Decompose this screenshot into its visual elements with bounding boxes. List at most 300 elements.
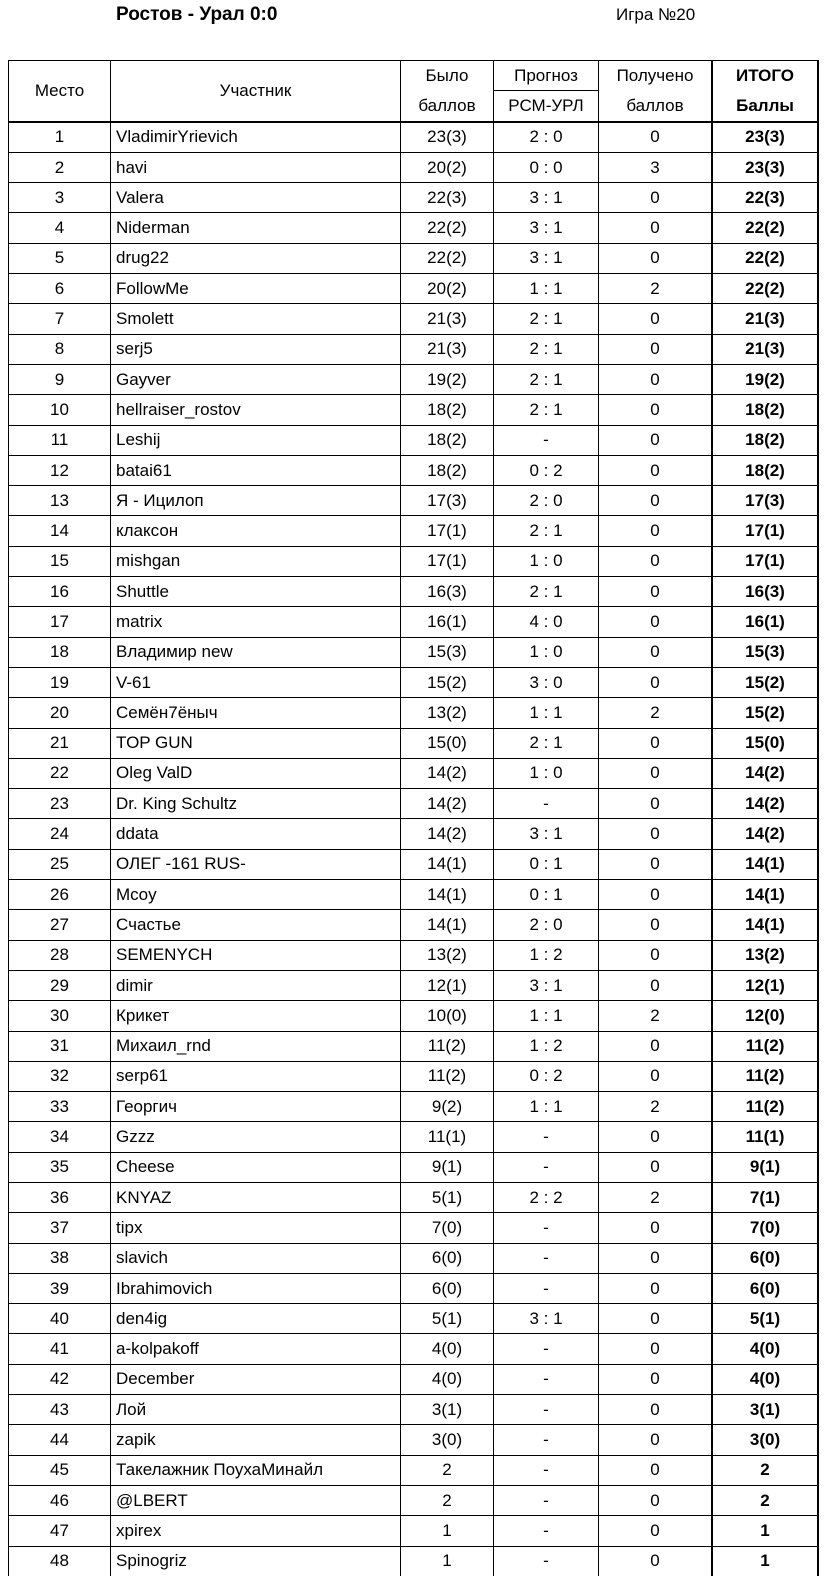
cell-participant: Семён7ёныч bbox=[111, 698, 401, 728]
cell-got-points: 0 bbox=[599, 607, 713, 637]
cell-was-points: 6(0) bbox=[401, 1243, 494, 1273]
cell-place: 29 bbox=[9, 970, 111, 1000]
cell-place: 22 bbox=[9, 758, 111, 788]
cell-total-points: 14(1) bbox=[712, 849, 818, 879]
cell-place: 11 bbox=[9, 425, 111, 455]
cell-prediction: 2 : 1 bbox=[494, 395, 599, 425]
cell-total-points: 18(2) bbox=[712, 395, 818, 425]
cell-prediction: 2 : 1 bbox=[494, 728, 599, 758]
cell-total-points: 23(3) bbox=[712, 152, 818, 182]
cell-got-points: 2 bbox=[599, 698, 713, 728]
cell-place: 30 bbox=[9, 1001, 111, 1031]
cell-participant: slavich bbox=[111, 1243, 401, 1273]
cell-was-points: 11(2) bbox=[401, 1061, 494, 1091]
cell-got-points: 0 bbox=[599, 819, 713, 849]
cell-was-points: 14(1) bbox=[401, 880, 494, 910]
cell-participant: ОЛЕГ -161 RUS- bbox=[111, 849, 401, 879]
cell-participant: Gayver bbox=[111, 364, 401, 394]
cell-participant: VladimirYrievich bbox=[111, 122, 401, 153]
table-row bbox=[9, 152, 819, 182]
cell-was-points: 5(1) bbox=[401, 1182, 494, 1212]
cell-place: 44 bbox=[9, 1425, 111, 1455]
table-row bbox=[9, 1395, 819, 1425]
cell-total-points: 15(2) bbox=[712, 698, 818, 728]
cell-prediction: - bbox=[494, 1213, 599, 1243]
cell-total-points: 14(1) bbox=[712, 880, 818, 910]
cell-place: 39 bbox=[9, 1273, 111, 1303]
cell-place: 27 bbox=[9, 910, 111, 940]
cell-prediction: 3 : 1 bbox=[494, 970, 599, 1000]
cell-total-points: 5(1) bbox=[712, 1304, 818, 1334]
cell-got-points: 0 bbox=[599, 1546, 713, 1576]
cell-got-points: 0 bbox=[599, 1152, 713, 1182]
cell-total-points: 22(2) bbox=[712, 213, 818, 243]
cell-was-points: 4(0) bbox=[401, 1334, 494, 1364]
table-row bbox=[9, 1243, 819, 1273]
cell-prediction: 3 : 1 bbox=[494, 213, 599, 243]
cell-total-points: 7(1) bbox=[712, 1182, 818, 1212]
cell-place: 33 bbox=[9, 1092, 111, 1122]
cell-participant: December bbox=[111, 1364, 401, 1394]
cell-participant: matrix bbox=[111, 607, 401, 637]
cell-got-points: 0 bbox=[599, 395, 713, 425]
cell-participant: Mcoy bbox=[111, 880, 401, 910]
cell-prediction: - bbox=[494, 1546, 599, 1576]
cell-participant: Leshij bbox=[111, 425, 401, 455]
cell-participant: Крикет bbox=[111, 1001, 401, 1031]
cell-got-points: 0 bbox=[599, 516, 713, 546]
cell-place: 13 bbox=[9, 486, 111, 516]
cell-prediction: 1 : 1 bbox=[494, 1001, 599, 1031]
cell-total-points: 11(2) bbox=[712, 1061, 818, 1091]
cell-place: 28 bbox=[9, 940, 111, 970]
cell-total-points: 1 bbox=[712, 1546, 818, 1576]
cell-got-points: 0 bbox=[599, 213, 713, 243]
table-row bbox=[9, 1092, 819, 1122]
cell-place: 41 bbox=[9, 1334, 111, 1364]
cell-place: 4 bbox=[9, 213, 111, 243]
cell-participant: xpirex bbox=[111, 1516, 401, 1546]
cell-participant: @LBERT bbox=[111, 1485, 401, 1515]
cell-got-points: 0 bbox=[599, 334, 713, 364]
cell-prediction: 3 : 1 bbox=[494, 243, 599, 273]
cell-got-points: 0 bbox=[599, 1273, 713, 1303]
table-row bbox=[9, 1516, 819, 1546]
cell-place: 32 bbox=[9, 1061, 111, 1091]
cell-participant: batai61 bbox=[111, 455, 401, 485]
cell-participant: Niderman bbox=[111, 213, 401, 243]
cell-was-points: 15(2) bbox=[401, 667, 494, 697]
cell-participant: Cheese bbox=[111, 1152, 401, 1182]
cell-total-points: 21(3) bbox=[712, 304, 818, 334]
cell-got-points: 0 bbox=[599, 970, 713, 1000]
cell-was-points: 10(0) bbox=[401, 1001, 494, 1031]
cell-got-points: 0 bbox=[599, 122, 713, 153]
cell-was-points: 16(3) bbox=[401, 577, 494, 607]
cell-total-points: 4(0) bbox=[712, 1334, 818, 1364]
table-row bbox=[9, 1213, 819, 1243]
cell-was-points: 17(3) bbox=[401, 486, 494, 516]
cell-was-points: 11(2) bbox=[401, 1031, 494, 1061]
cell-place: 31 bbox=[9, 1031, 111, 1061]
table-row bbox=[9, 395, 819, 425]
cell-was-points: 14(2) bbox=[401, 819, 494, 849]
table-row bbox=[9, 819, 819, 849]
cell-got-points: 0 bbox=[599, 849, 713, 879]
table-row bbox=[9, 667, 819, 697]
cell-participant: клаксон bbox=[111, 516, 401, 546]
cell-place: 1 bbox=[9, 122, 111, 153]
cell-total-points: 16(1) bbox=[712, 607, 818, 637]
cell-was-points: 9(2) bbox=[401, 1092, 494, 1122]
cell-place: 9 bbox=[9, 364, 111, 394]
table-row bbox=[9, 1485, 819, 1515]
cell-was-points: 14(2) bbox=[401, 758, 494, 788]
game-number: Игра №20 bbox=[616, 5, 696, 24]
cell-was-points: 15(3) bbox=[401, 637, 494, 667]
cell-participant: Dr. King Schultz bbox=[111, 789, 401, 819]
cell-place: 17 bbox=[9, 607, 111, 637]
cell-participant: Ibrahimovich bbox=[111, 1273, 401, 1303]
cell-was-points: 22(2) bbox=[401, 213, 494, 243]
cell-got-points: 0 bbox=[599, 455, 713, 485]
cell-participant: Valera bbox=[111, 183, 401, 213]
cell-was-points: 18(2) bbox=[401, 455, 494, 485]
cell-total-points: 6(0) bbox=[712, 1243, 818, 1273]
cell-participant: drug22 bbox=[111, 243, 401, 273]
cell-prediction: 4 : 0 bbox=[494, 607, 599, 637]
table-row bbox=[9, 577, 819, 607]
cell-got-points: 0 bbox=[599, 1304, 713, 1334]
table-row bbox=[9, 183, 819, 213]
cell-was-points: 1 bbox=[401, 1546, 494, 1576]
match-title: Ростов - Урал 0:0 bbox=[116, 4, 278, 25]
cell-was-points: 3(1) bbox=[401, 1395, 494, 1425]
cell-participant: Spinogriz bbox=[111, 1546, 401, 1576]
cell-got-points: 0 bbox=[599, 789, 713, 819]
cell-got-points: 0 bbox=[599, 1455, 713, 1485]
cell-prediction: 2 : 1 bbox=[494, 577, 599, 607]
col-header-participant: Участник bbox=[111, 61, 401, 122]
cell-was-points: 2 bbox=[401, 1455, 494, 1485]
table-row bbox=[9, 940, 819, 970]
cell-was-points: 12(1) bbox=[401, 970, 494, 1000]
cell-got-points: 0 bbox=[599, 1122, 713, 1152]
cell-total-points: 11(1) bbox=[712, 1122, 818, 1152]
cell-total-points: 21(3) bbox=[712, 334, 818, 364]
cell-participant: Smolett bbox=[111, 304, 401, 334]
table-row bbox=[9, 455, 819, 485]
cell-got-points: 2 bbox=[599, 274, 713, 304]
cell-prediction: 1 : 0 bbox=[494, 546, 599, 576]
col-header-prediction-bottom: РСМ-УРЛ bbox=[494, 91, 599, 122]
table-row bbox=[9, 880, 819, 910]
cell-got-points: 0 bbox=[599, 758, 713, 788]
cell-was-points: 14(1) bbox=[401, 910, 494, 940]
table-row bbox=[9, 274, 819, 304]
cell-place: 34 bbox=[9, 1122, 111, 1152]
cell-total-points: 6(0) bbox=[712, 1273, 818, 1303]
cell-prediction: 0 : 2 bbox=[494, 1061, 599, 1091]
table-row bbox=[9, 122, 819, 153]
cell-total-points: 14(2) bbox=[712, 819, 818, 849]
cell-participant: V-61 bbox=[111, 667, 401, 697]
cell-got-points: 3 bbox=[599, 152, 713, 182]
cell-was-points: 14(2) bbox=[401, 789, 494, 819]
cell-was-points: 15(0) bbox=[401, 728, 494, 758]
table-row bbox=[9, 849, 819, 879]
cell-total-points: 11(2) bbox=[712, 1092, 818, 1122]
cell-was-points: 17(1) bbox=[401, 516, 494, 546]
cell-prediction: 1 : 1 bbox=[494, 698, 599, 728]
col-header-total-bottom: Баллы bbox=[712, 91, 818, 122]
cell-was-points: 13(2) bbox=[401, 698, 494, 728]
cell-participant: Oleg ValD bbox=[111, 758, 401, 788]
cell-place: 5 bbox=[9, 243, 111, 273]
cell-total-points: 23(3) bbox=[712, 122, 818, 153]
cell-was-points: 14(1) bbox=[401, 849, 494, 879]
cell-place: 46 bbox=[9, 1485, 111, 1515]
cell-prediction: 2 : 0 bbox=[494, 910, 599, 940]
cell-place: 3 bbox=[9, 183, 111, 213]
cell-participant: Такелажник ПоухаМинайл bbox=[111, 1455, 401, 1485]
cell-got-points: 0 bbox=[599, 1516, 713, 1546]
cell-total-points: 17(3) bbox=[712, 486, 818, 516]
cell-got-points: 0 bbox=[599, 940, 713, 970]
cell-got-points: 0 bbox=[599, 1243, 713, 1273]
cell-place: 38 bbox=[9, 1243, 111, 1273]
cell-prediction: 2 : 1 bbox=[494, 334, 599, 364]
cell-total-points: 13(2) bbox=[712, 940, 818, 970]
cell-got-points: 0 bbox=[599, 637, 713, 667]
cell-prediction: - bbox=[494, 1364, 599, 1394]
cell-was-points: 22(3) bbox=[401, 183, 494, 213]
cell-total-points: 12(0) bbox=[712, 1001, 818, 1031]
cell-prediction: 1 : 1 bbox=[494, 274, 599, 304]
cell-place: 18 bbox=[9, 637, 111, 667]
cell-participant: SEMENYCH bbox=[111, 940, 401, 970]
table-row bbox=[9, 243, 819, 273]
cell-was-points: 13(2) bbox=[401, 940, 494, 970]
cell-place: 7 bbox=[9, 304, 111, 334]
cell-place: 25 bbox=[9, 849, 111, 879]
cell-was-points: 16(1) bbox=[401, 607, 494, 637]
cell-total-points: 3(1) bbox=[712, 1395, 818, 1425]
cell-got-points: 0 bbox=[599, 304, 713, 334]
table-row bbox=[9, 1061, 819, 1091]
cell-total-points: 9(1) bbox=[712, 1152, 818, 1182]
table-row bbox=[9, 758, 819, 788]
cell-got-points: 2 bbox=[599, 1092, 713, 1122]
cell-participant: serp61 bbox=[111, 1061, 401, 1091]
table-row bbox=[9, 1546, 819, 1576]
cell-place: 43 bbox=[9, 1395, 111, 1425]
cell-place: 20 bbox=[9, 698, 111, 728]
cell-was-points: 21(3) bbox=[401, 334, 494, 364]
cell-total-points: 19(2) bbox=[712, 364, 818, 394]
cell-participant: FollowMe bbox=[111, 274, 401, 304]
cell-participant: Лой bbox=[111, 1395, 401, 1425]
cell-prediction: 0 : 0 bbox=[494, 152, 599, 182]
table-row bbox=[9, 1364, 819, 1394]
cell-prediction: 1 : 0 bbox=[494, 637, 599, 667]
cell-total-points: 17(1) bbox=[712, 516, 818, 546]
cell-got-points: 0 bbox=[599, 667, 713, 697]
col-header-was-top: Было bbox=[401, 61, 494, 91]
cell-prediction: 3 : 1 bbox=[494, 819, 599, 849]
cell-place: 10 bbox=[9, 395, 111, 425]
cell-got-points: 0 bbox=[599, 1031, 713, 1061]
cell-participant: Я - Ицилоп bbox=[111, 486, 401, 516]
cell-participant: havi bbox=[111, 152, 401, 182]
col-header-place: Место bbox=[9, 61, 111, 122]
cell-prediction: 1 : 2 bbox=[494, 940, 599, 970]
col-header-prediction-top: Прогноз bbox=[494, 61, 599, 91]
cell-participant: KNYAZ bbox=[111, 1182, 401, 1212]
cell-prediction: - bbox=[494, 789, 599, 819]
cell-prediction: - bbox=[494, 1243, 599, 1273]
cell-prediction: - bbox=[494, 1395, 599, 1425]
cell-participant: TOP GUN bbox=[111, 728, 401, 758]
cell-total-points: 2 bbox=[712, 1485, 818, 1515]
cell-participant: tipx bbox=[111, 1213, 401, 1243]
col-header-was-bottom: баллов bbox=[401, 91, 494, 122]
cell-participant: den4ig bbox=[111, 1304, 401, 1334]
cell-total-points: 1 bbox=[712, 1516, 818, 1546]
cell-participant: hellraiser_rostov bbox=[111, 395, 401, 425]
cell-got-points: 0 bbox=[599, 1364, 713, 1394]
col-header-got-bottom: баллов bbox=[599, 91, 713, 122]
table-row bbox=[9, 1152, 819, 1182]
cell-total-points: 15(2) bbox=[712, 667, 818, 697]
cell-was-points: 18(2) bbox=[401, 395, 494, 425]
cell-total-points: 11(2) bbox=[712, 1031, 818, 1061]
cell-participant: Gzzz bbox=[111, 1122, 401, 1152]
cell-place: 48 bbox=[9, 1546, 111, 1576]
table-row bbox=[9, 728, 819, 758]
cell-was-points: 9(1) bbox=[401, 1152, 494, 1182]
cell-prediction: 2 : 1 bbox=[494, 516, 599, 546]
standings-body bbox=[9, 122, 819, 1576]
cell-prediction: 2 : 1 bbox=[494, 304, 599, 334]
cell-place: 15 bbox=[9, 546, 111, 576]
table-row bbox=[9, 1334, 819, 1364]
table-row bbox=[9, 1182, 819, 1212]
cell-participant: serj5 bbox=[111, 334, 401, 364]
cell-got-points: 0 bbox=[599, 364, 713, 394]
cell-got-points: 0 bbox=[599, 243, 713, 273]
table-row bbox=[9, 364, 819, 394]
cell-was-points: 1 bbox=[401, 1516, 494, 1546]
table-row bbox=[9, 213, 819, 243]
cell-was-points: 2 bbox=[401, 1485, 494, 1515]
cell-was-points: 11(1) bbox=[401, 1122, 494, 1152]
table-row bbox=[9, 425, 819, 455]
cell-total-points: 14(2) bbox=[712, 789, 818, 819]
cell-was-points: 20(2) bbox=[401, 274, 494, 304]
cell-place: 37 bbox=[9, 1213, 111, 1243]
cell-participant: Счастье bbox=[111, 910, 401, 940]
cell-got-points: 0 bbox=[599, 728, 713, 758]
table-row bbox=[9, 304, 819, 334]
cell-place: 45 bbox=[9, 1455, 111, 1485]
cell-total-points: 18(2) bbox=[712, 425, 818, 455]
cell-got-points: 0 bbox=[599, 880, 713, 910]
cell-was-points: 23(3) bbox=[401, 122, 494, 153]
cell-place: 2 bbox=[9, 152, 111, 182]
table-row bbox=[9, 1304, 819, 1334]
cell-prediction: 1 : 1 bbox=[494, 1092, 599, 1122]
table-row bbox=[9, 698, 819, 728]
cell-got-points: 0 bbox=[599, 1213, 713, 1243]
cell-place: 40 bbox=[9, 1304, 111, 1334]
cell-prediction: - bbox=[494, 1455, 599, 1485]
cell-was-points: 5(1) bbox=[401, 1304, 494, 1334]
col-header-total-top: ИТОГО bbox=[712, 61, 818, 91]
table-row bbox=[9, 970, 819, 1000]
cell-prediction: 3 : 1 bbox=[494, 183, 599, 213]
cell-was-points: 21(3) bbox=[401, 304, 494, 334]
cell-got-points: 2 bbox=[599, 1001, 713, 1031]
table-row bbox=[9, 607, 819, 637]
cell-got-points: 0 bbox=[599, 577, 713, 607]
cell-prediction: - bbox=[494, 1152, 599, 1182]
table-row bbox=[9, 637, 819, 667]
cell-was-points: 17(1) bbox=[401, 546, 494, 576]
cell-place: 8 bbox=[9, 334, 111, 364]
cell-participant: ddata bbox=[111, 819, 401, 849]
cell-participant: Shuttle bbox=[111, 577, 401, 607]
cell-total-points: 4(0) bbox=[712, 1364, 818, 1394]
cell-place: 26 bbox=[9, 880, 111, 910]
cell-total-points: 3(0) bbox=[712, 1425, 818, 1455]
cell-prediction: - bbox=[494, 1273, 599, 1303]
cell-got-points: 2 bbox=[599, 1182, 713, 1212]
table-row bbox=[9, 1455, 819, 1485]
cell-prediction: 0 : 1 bbox=[494, 880, 599, 910]
cell-participant: mishgan bbox=[111, 546, 401, 576]
cell-prediction: - bbox=[494, 1425, 599, 1455]
cell-prediction: 2 : 1 bbox=[494, 364, 599, 394]
cell-prediction: - bbox=[494, 1485, 599, 1515]
cell-prediction: - bbox=[494, 1516, 599, 1546]
cell-was-points: 19(2) bbox=[401, 364, 494, 394]
cell-total-points: 12(1) bbox=[712, 970, 818, 1000]
cell-place: 47 bbox=[9, 1516, 111, 1546]
cell-total-points: 22(3) bbox=[712, 183, 818, 213]
cell-was-points: 22(2) bbox=[401, 243, 494, 273]
cell-got-points: 0 bbox=[599, 910, 713, 940]
cell-total-points: 14(2) bbox=[712, 758, 818, 788]
table-row bbox=[9, 789, 819, 819]
cell-place: 35 bbox=[9, 1152, 111, 1182]
cell-place: 42 bbox=[9, 1364, 111, 1394]
cell-place: 21 bbox=[9, 728, 111, 758]
table-row bbox=[9, 334, 819, 364]
cell-participant: Михаил_rnd bbox=[111, 1031, 401, 1061]
cell-prediction: 2 : 2 bbox=[494, 1182, 599, 1212]
cell-prediction: 3 : 1 bbox=[494, 1304, 599, 1334]
cell-total-points: 17(1) bbox=[712, 546, 818, 576]
table-row bbox=[9, 1273, 819, 1303]
cell-was-points: 6(0) bbox=[401, 1273, 494, 1303]
cell-got-points: 0 bbox=[599, 486, 713, 516]
cell-total-points: 18(2) bbox=[712, 455, 818, 485]
table-row bbox=[9, 910, 819, 940]
cell-got-points: 0 bbox=[599, 425, 713, 455]
cell-total-points: 22(2) bbox=[712, 243, 818, 273]
cell-prediction: - bbox=[494, 1334, 599, 1364]
